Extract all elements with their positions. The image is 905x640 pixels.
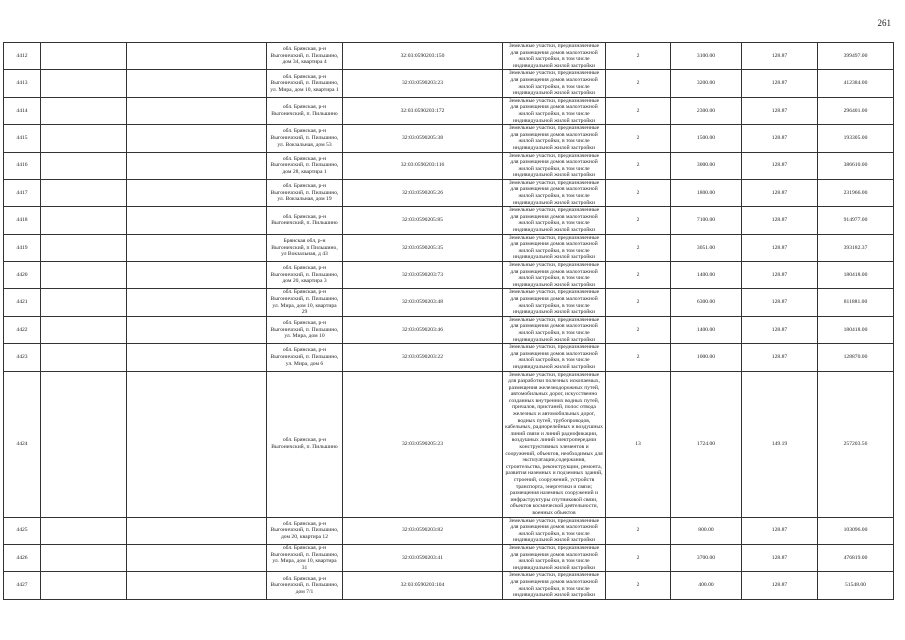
empty-cell bbox=[127, 70, 267, 97]
address-cell: обл. Брянская, р-н Выгоничский, п. Пильшино, ул. Мира, дом 10 bbox=[267, 316, 343, 343]
cadastral-number-cell: 32:03:0590203:22 bbox=[343, 344, 503, 371]
land-use-cell: Земельные участки, предназначенные для размещения домов малоэтажной жилой застройки, в том числе индивидуальной жилой застройки bbox=[503, 262, 606, 289]
cadastral-value-cell: 914977.00 bbox=[818, 207, 894, 234]
row-number-cell: 4421 bbox=[4, 289, 41, 316]
empty-cell bbox=[127, 234, 267, 261]
cadastral-value-cell: 412384.00 bbox=[818, 70, 894, 97]
table-row bbox=[4, 152, 894, 179]
spacer-cell bbox=[41, 179, 127, 206]
spacer-cell bbox=[41, 262, 127, 289]
row-number-cell: 4424 bbox=[4, 371, 41, 517]
rate-cell: 128.87 bbox=[742, 125, 818, 152]
rate-cell: 128.87 bbox=[742, 517, 818, 544]
rate-cell: 128.87 bbox=[742, 207, 818, 234]
cadastral-number-cell: 32:03:0590205:23 bbox=[343, 371, 503, 517]
area-cell: 3051.00 bbox=[671, 234, 742, 261]
address-cell: обл. Брянская, р-н Выгоничский, п. Пильшино, ул. Мира, дом 10, квартира 31 bbox=[267, 544, 343, 571]
address-cell: обл. Брянская, р-н Выгоничский, п. Пильшино, дом 20, квартира 12 bbox=[267, 517, 343, 544]
cadastral-number-cell: 32:03:0590205:35 bbox=[343, 234, 503, 261]
row-number-cell: 4425 bbox=[4, 517, 41, 544]
area-cell: 1000.00 bbox=[671, 344, 742, 371]
rate-cell: 128.87 bbox=[742, 179, 818, 206]
category-code-cell: 2 bbox=[606, 207, 671, 234]
area-cell: 3200.00 bbox=[671, 70, 742, 97]
land-use-cell: Земельные участки, предназначенные для размещения домов малоэтажной жилой застройки, в том числе индивидуальной жилой застройки bbox=[503, 234, 606, 261]
cadastral-number-cell: 32:03:0590203:73 bbox=[343, 262, 503, 289]
address-cell: обл. Брянская, р-н Выгоничский, п. Пильшино bbox=[267, 97, 343, 124]
land-use-cell: Земельные участки, предназначенные для размещения домов малоэтажной жилой застройки, в том числе индивидуальной жилой застройки bbox=[503, 544, 606, 571]
cadastral-number-cell: 32:03:0590203:150 bbox=[343, 43, 503, 70]
address-cell: обл. Брянская, р-н Выгоничский, п. Пильшино bbox=[267, 207, 343, 234]
category-code-cell: 2 bbox=[606, 234, 671, 261]
spacer-cell bbox=[41, 125, 127, 152]
area-cell: 3700.00 bbox=[671, 544, 742, 571]
area-cell: 1400.00 bbox=[671, 316, 742, 343]
table-row bbox=[4, 544, 894, 571]
spacer-cell bbox=[41, 234, 127, 261]
cadastral-value-cell: 476819.00 bbox=[818, 544, 894, 571]
cadastral-number-cell: 32:03:0590203:41 bbox=[343, 544, 503, 571]
cadastral-number-cell: 32:03:0590203:48 bbox=[343, 289, 503, 316]
land-use-cell: Земельные участки, предназначенные для размещения домов малоэтажной жилой застройки, в том числе индивидуальной жилой застройки bbox=[503, 289, 606, 316]
cadastral-value-cell: 386610.00 bbox=[818, 152, 894, 179]
table-row bbox=[4, 371, 894, 517]
cadastral-value-cell: 180418.00 bbox=[818, 262, 894, 289]
cadastral-value-cell: 811881.00 bbox=[818, 289, 894, 316]
area-cell: 7100.00 bbox=[671, 207, 742, 234]
row-number-cell: 4418 bbox=[4, 207, 41, 234]
table-row bbox=[4, 70, 894, 97]
row-number-cell: 4414 bbox=[4, 97, 41, 124]
land-use-cell: Земельные участки, предназначенные для размещения домов малоэтажной жилой застройки, в том числе индивидуальной жилой застройки bbox=[503, 207, 606, 234]
area-cell: 3000.00 bbox=[671, 152, 742, 179]
empty-cell bbox=[127, 517, 267, 544]
land-use-cell: Земельные участки, предназначенные для размещения домов малоэтажной жилой застройки, в том числе индивидуальной жилой застройки bbox=[503, 43, 606, 70]
address-cell: обл. Брянская, р-н Выгоничский, п. Пильшино, ул. Вокзальная, дом 19 bbox=[267, 179, 343, 206]
address-cell: обл. Брянская, р-н Выгоничский, п. Пильшино, дом 7/1 bbox=[267, 572, 343, 599]
cadastral-value-cell: 393182.37 bbox=[818, 234, 894, 261]
spacer-cell bbox=[41, 572, 127, 599]
land-use-cell: Земельные участки, предназначенные для размещения домов малоэтажной жилой застройки, в том числе индивидуальной жилой застройки bbox=[503, 125, 606, 152]
rate-cell: 128.87 bbox=[742, 262, 818, 289]
cadastral-number-cell: 32:03:0590203:116 bbox=[343, 152, 503, 179]
cadastral-value-cell: 231966.00 bbox=[818, 179, 894, 206]
spacer-cell bbox=[41, 371, 127, 517]
cadastral-value-cell: 103096.00 bbox=[818, 517, 894, 544]
table-row bbox=[4, 572, 894, 599]
empty-cell bbox=[127, 572, 267, 599]
cadastral-value-cell: 51548.00 bbox=[818, 572, 894, 599]
address-cell: обл. Брянская, р-н Выгоничский, п. Пильшино, ул. Мира, дом 10, квартира 29 bbox=[267, 289, 343, 316]
row-number-cell: 4417 bbox=[4, 179, 41, 206]
land-use-cell: Земельные участки, предназначенные для размещения домов малоэтажной жилой застройки, в том числе индивидуальной жилой застройки bbox=[503, 70, 606, 97]
table-body bbox=[4, 43, 894, 600]
spacer-cell bbox=[41, 97, 127, 124]
category-code-cell: 2 bbox=[606, 289, 671, 316]
category-code-cell: 2 bbox=[606, 544, 671, 571]
table-row bbox=[4, 289, 894, 316]
land-use-cell: Земельные участки, предназначенные для размещения домов малоэтажной жилой застройки, в том числе индивидуальной жилой застройки bbox=[503, 572, 606, 599]
empty-cell bbox=[127, 125, 267, 152]
cadastral-number-cell: 32:03:0590205:38 bbox=[343, 125, 503, 152]
address-cell: обл. Брянская, р-н Выгоничский, п. Пильшино, ул. Мира, дом 10, квартира 1 bbox=[267, 70, 343, 97]
land-use-cell: Земельные участки, предназначенные для разработки полезных ископаемых, размещения железнодорожных путей, автомобильных дорог, искусственно созданных внутренних водных путей, причалов, пристаней, полос отвода железных и автомобильных дорог, водных путей, трубопроводов, кабельных, радиорелейных и воздушных линий связи и линий радиофикации, воздушных линий электропередачи конструктивных элементов и сооружений, объектов, необходимых для эксплуатации,содержания, строительства, реконструкции, ремонта, развития наземных и подземных зданий, строений, сооружений, устройств транспорта, энергетики и связи; размещения наземных сооружений и инфраструктуры спутниковой связи, объектов космической деятельности, военных объектов bbox=[503, 371, 606, 517]
cadastral-number-cell: 32:03:0590203:104 bbox=[343, 572, 503, 599]
row-number-cell: 4413 bbox=[4, 70, 41, 97]
area-cell: 400.00 bbox=[671, 572, 742, 599]
spacer-cell bbox=[41, 344, 127, 371]
page-number: 261 bbox=[877, 18, 891, 28]
category-code-cell: 13 bbox=[606, 371, 671, 517]
table-row bbox=[4, 43, 894, 70]
cadastral-value-cell: 296401.00 bbox=[818, 97, 894, 124]
row-number-cell: 4422 bbox=[4, 316, 41, 343]
empty-cell bbox=[127, 344, 267, 371]
rate-cell: 128.87 bbox=[742, 97, 818, 124]
row-number-cell: 4427 bbox=[4, 572, 41, 599]
rate-cell: 128.87 bbox=[742, 234, 818, 261]
cadastral-number-cell: 32:03:0590203:172 bbox=[343, 97, 503, 124]
category-code-cell: 2 bbox=[606, 316, 671, 343]
spacer-cell bbox=[41, 70, 127, 97]
area-cell: 1724.00 bbox=[671, 371, 742, 517]
category-code-cell: 2 bbox=[606, 70, 671, 97]
area-cell: 1400.00 bbox=[671, 262, 742, 289]
table-row bbox=[4, 125, 894, 152]
empty-cell bbox=[127, 179, 267, 206]
row-number-cell: 4426 bbox=[4, 544, 41, 571]
cadastral-value-cell: 257203.56 bbox=[818, 371, 894, 517]
category-code-cell: 2 bbox=[606, 572, 671, 599]
area-cell: 6300.00 bbox=[671, 289, 742, 316]
address-cell: обл. Брянская, р-н Выгоничский, п. Пильшино, ул. Мира, дом 6 bbox=[267, 344, 343, 371]
area-cell: 2300.00 bbox=[671, 97, 742, 124]
table-row bbox=[4, 234, 894, 261]
row-number-cell: 4420 bbox=[4, 262, 41, 289]
land-use-cell: Земельные участки, предназначенные для размещения домов малоэтажной жилой застройки, в том числе индивидуальной жилой застройки bbox=[503, 179, 606, 206]
empty-cell bbox=[127, 262, 267, 289]
land-use-cell: Земельные участки, предназначенные для размещения домов малоэтажной жилой застройки, в том числе индивидуальной жилой застройки bbox=[503, 517, 606, 544]
cadastral-number-cell: 32:03:0590203:82 bbox=[343, 517, 503, 544]
table-row bbox=[4, 517, 894, 544]
category-code-cell: 2 bbox=[606, 344, 671, 371]
land-use-cell: Земельные участки, предназначенные для размещения домов малоэтажной жилой застройки, в том числе индивидуальной жилой застройки bbox=[503, 344, 606, 371]
cadastral-number-cell: 32:03:0590205:85 bbox=[343, 207, 503, 234]
area-cell: 1800.00 bbox=[671, 179, 742, 206]
spacer-cell bbox=[41, 316, 127, 343]
empty-cell bbox=[127, 97, 267, 124]
rate-cell: 128.87 bbox=[742, 544, 818, 571]
category-code-cell: 2 bbox=[606, 125, 671, 152]
area-cell: 1500.00 bbox=[671, 125, 742, 152]
cadastral-number-cell: 32:03:0590205:26 bbox=[343, 179, 503, 206]
table-row bbox=[4, 97, 894, 124]
spacer-cell bbox=[41, 43, 127, 70]
table-row bbox=[4, 262, 894, 289]
empty-cell bbox=[127, 544, 267, 571]
address-cell: Брянская обл, р-н Выгоничский, п Пильшино, ул Вокзальная, д 43 bbox=[267, 234, 343, 261]
category-code-cell: 2 bbox=[606, 262, 671, 289]
empty-cell bbox=[127, 207, 267, 234]
address-cell: обл. Брянская, р-н Выгоничский, п. Пильшино, дом 20, квартира 3 bbox=[267, 262, 343, 289]
address-cell: обл. Брянская, р-н Выгоничский, п. Пильшино, ул. Вокзальная, дом 53 bbox=[267, 125, 343, 152]
land-use-cell: Земельные участки, предназначенные для размещения домов малоэтажной жилой застройки, в том числе индивидуальной жилой застройки bbox=[503, 97, 606, 124]
row-number-cell: 4423 bbox=[4, 344, 41, 371]
spacer-cell bbox=[41, 152, 127, 179]
table-row bbox=[4, 316, 894, 343]
rate-cell: 128.87 bbox=[742, 572, 818, 599]
spacer-cell bbox=[41, 207, 127, 234]
empty-cell bbox=[127, 152, 267, 179]
land-use-cell: Земельные участки, предназначенные для размещения домов малоэтажной жилой застройки, в том числе индивидуальной жилой застройки bbox=[503, 152, 606, 179]
rate-cell: 128.87 bbox=[742, 289, 818, 316]
rate-cell: 128.87 bbox=[742, 43, 818, 70]
empty-cell bbox=[127, 371, 267, 517]
cadastral-value-cell: 128870.00 bbox=[818, 344, 894, 371]
cadastral-number-cell: 32:03:0590203:46 bbox=[343, 316, 503, 343]
cadastral-value-cell: 399497.00 bbox=[818, 43, 894, 70]
empty-cell bbox=[127, 43, 267, 70]
address-cell: обл. Брянская, р-н Выгоничский, п. Пильшино bbox=[267, 371, 343, 517]
row-number-cell: 4416 bbox=[4, 152, 41, 179]
cadastral-value-cell: 180418.00 bbox=[818, 316, 894, 343]
table-row bbox=[4, 344, 894, 371]
category-code-cell: 2 bbox=[606, 43, 671, 70]
empty-cell bbox=[127, 316, 267, 343]
category-code-cell: 2 bbox=[606, 517, 671, 544]
category-code-cell: 2 bbox=[606, 97, 671, 124]
cadastral-value-cell: 193305.00 bbox=[818, 125, 894, 152]
address-cell: обл. Брянская, р-н Выгоничский, п. Пильшино, дом 28, квартира 1 bbox=[267, 152, 343, 179]
rate-cell: 149.19 bbox=[742, 371, 818, 517]
rate-cell: 128.87 bbox=[742, 316, 818, 343]
table-row bbox=[4, 207, 894, 234]
rate-cell: 128.87 bbox=[742, 344, 818, 371]
spacer-cell bbox=[41, 544, 127, 571]
rate-cell: 128.87 bbox=[742, 70, 818, 97]
empty-cell bbox=[127, 289, 267, 316]
address-cell: обл. Брянская, р-н Выгоничский, п. Пильшино, дом 34, квартира 4 bbox=[267, 43, 343, 70]
cadastral-number-cell: 32:03:0590203:23 bbox=[343, 70, 503, 97]
row-number-cell: 4412 bbox=[4, 43, 41, 70]
category-code-cell: 2 bbox=[606, 152, 671, 179]
spacer-cell bbox=[41, 289, 127, 316]
rate-cell: 128.87 bbox=[742, 152, 818, 179]
row-number-cell: 4419 bbox=[4, 234, 41, 261]
land-registry-table bbox=[3, 42, 894, 600]
area-cell: 3100.00 bbox=[671, 43, 742, 70]
spacer-cell bbox=[41, 517, 127, 544]
row-number-cell: 4415 bbox=[4, 125, 41, 152]
category-code-cell: 2 bbox=[606, 179, 671, 206]
land-use-cell: Земельные участки, предназначенные для размещения домов малоэтажной жилой застройки, в том числе индивидуальной жилой застройки bbox=[503, 316, 606, 343]
table-row bbox=[4, 179, 894, 206]
area-cell: 800.00 bbox=[671, 517, 742, 544]
